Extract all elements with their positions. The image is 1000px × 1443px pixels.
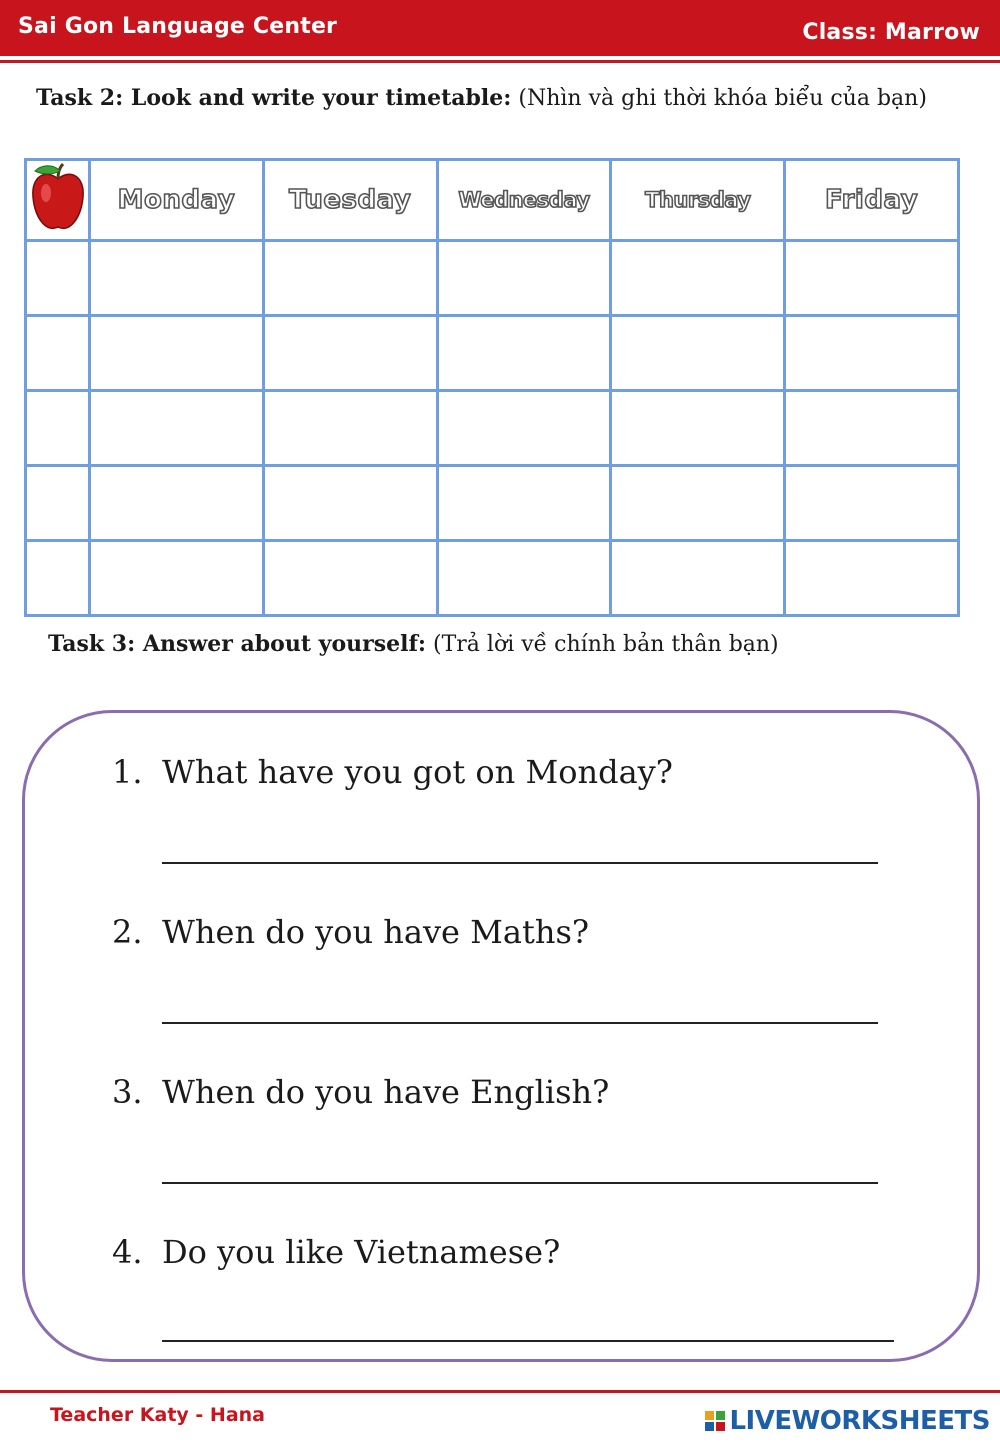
header-bar [0,0,1000,56]
task3-instruction [48,628,948,661]
timetable-cell[interactable] [437,541,611,616]
period-cell[interactable] [26,466,90,541]
day-header-monday [90,160,264,241]
timetable-corner [26,160,90,241]
logo-text: LIVEWORKSHEETS [729,1406,990,1436]
timetable-row [26,391,959,466]
day-header-tuesday [263,160,437,241]
timetable-header-row [26,160,959,241]
answer-line-4[interactable] [162,1340,894,1342]
teacher-name: Teacher Katy - Hana [50,1404,266,1426]
day-header-thursday [611,160,785,241]
timetable-cell[interactable] [90,541,264,616]
timetable-grid [24,158,960,617]
timetable-cell[interactable] [611,241,785,316]
task3-title: Task 3: Answer about yourself: [48,631,427,657]
task2-instruction [36,82,936,115]
timetable-cell[interactable] [437,466,611,541]
timetable-row [26,466,959,541]
period-cell[interactable] [26,541,90,616]
header-divider [0,60,1000,63]
question-number: 2. [112,913,143,951]
answer-line-1[interactable] [162,862,878,864]
class-label: Class: Marrow [802,20,980,45]
timetable-row [26,541,959,616]
timetable-cell[interactable] [611,316,785,391]
question-1 [112,752,673,792]
question-text: When do you have English? [162,1073,610,1111]
timetable-cell[interactable] [785,391,959,466]
timetable-cell[interactable] [437,316,611,391]
timetable-cell[interactable] [263,391,437,466]
timetable-cell[interactable] [437,391,611,466]
task2-title: Task 2: Look and write your timetable: [36,85,512,111]
day-header-wednesday [437,160,611,241]
question-2 [112,912,589,952]
period-cell[interactable] [26,391,90,466]
liveworksheets-mark-icon [705,1411,725,1431]
timetable-cell[interactable] [437,241,611,316]
timetable-cell[interactable] [263,241,437,316]
timetable-cell[interactable] [611,466,785,541]
liveworksheets-logo [705,1406,990,1436]
timetable-cell[interactable] [263,466,437,541]
timetable-row [26,316,959,391]
timetable-cell[interactable] [90,241,264,316]
timetable-cell[interactable] [785,316,959,391]
timetable-cell[interactable] [611,391,785,466]
timetable-cell[interactable] [263,316,437,391]
timetable-cell[interactable] [785,466,959,541]
apple-icon [29,161,87,235]
timetable-row [26,241,959,316]
task3-subtitle: (Trả lời về chính bản thân bạn) [433,632,779,657]
question-4 [112,1232,560,1272]
question-number: 1. [112,753,143,791]
question-3 [112,1072,609,1112]
timetable-cell[interactable] [90,466,264,541]
period-cell[interactable] [26,241,90,316]
timetable-cell[interactable] [611,541,785,616]
question-text: What have you got on Monday? [162,753,673,791]
question-number: 3. [112,1073,143,1111]
day-label: Wednesday [458,188,590,212]
footer-divider [0,1390,1000,1393]
center-name: Sai Gon Language Center [18,14,338,39]
day-label: Tuesday [289,185,412,215]
timetable-cell[interactable] [785,241,959,316]
timetable-cell[interactable] [90,316,264,391]
question-text: When do you have Maths? [162,913,590,951]
answer-line-3[interactable] [162,1182,878,1184]
day-label: Friday [825,185,919,215]
timetable-cell[interactable] [90,391,264,466]
day-header-friday [785,160,959,241]
day-label: Thursday [645,188,751,212]
task2-subtitle: (Nhìn và ghi thời khóa biểu của bạn) [518,86,927,111]
day-label: Monday [117,185,236,215]
question-number: 4. [112,1233,143,1271]
question-text: Do you like Vietnamese? [162,1233,561,1271]
period-cell[interactable] [26,316,90,391]
timetable-cell[interactable] [785,541,959,616]
answer-line-2[interactable] [162,1022,878,1024]
timetable-cell[interactable] [263,541,437,616]
